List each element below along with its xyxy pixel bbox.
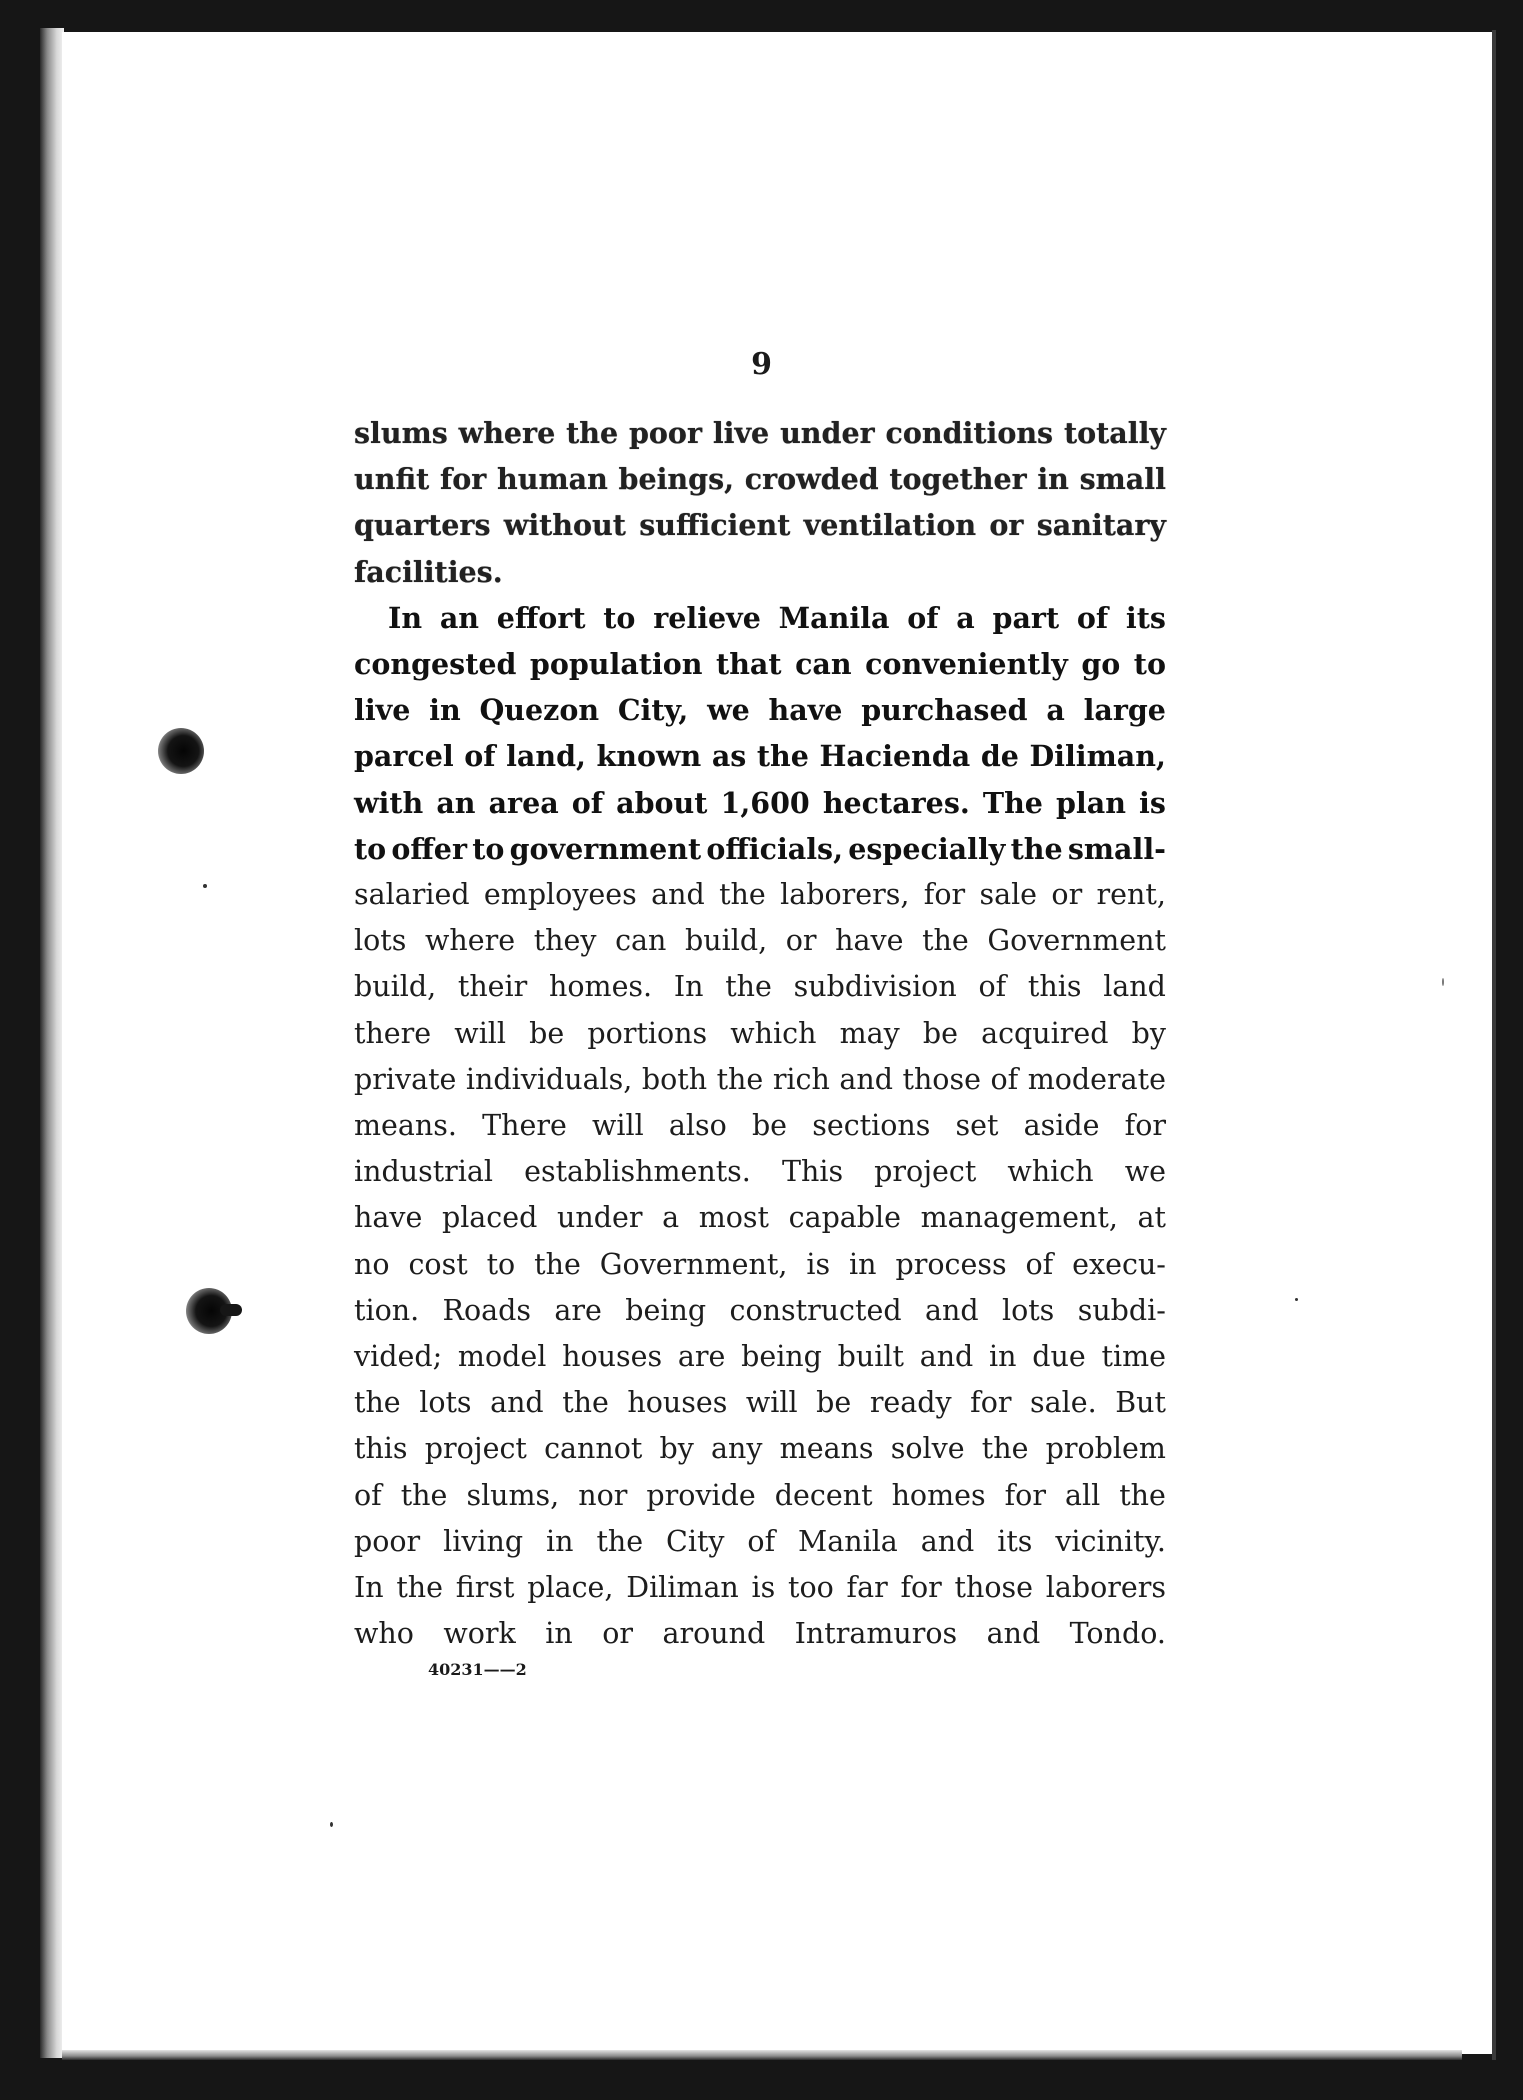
word: vicinity. bbox=[1055, 1524, 1166, 1558]
word: time bbox=[1101, 1340, 1166, 1374]
word: for bbox=[900, 1571, 942, 1605]
word: decent bbox=[774, 1478, 873, 1512]
word: of bbox=[990, 1062, 1019, 1096]
word: will bbox=[745, 1386, 798, 1420]
text-line bbox=[354, 872, 1166, 918]
word: In bbox=[673, 970, 704, 1004]
word: first bbox=[455, 1571, 515, 1605]
word: this bbox=[1027, 970, 1082, 1004]
word: its bbox=[1125, 600, 1166, 635]
word: to bbox=[486, 1247, 516, 1281]
word: of bbox=[464, 739, 496, 774]
word: means. bbox=[354, 1109, 457, 1143]
word: Intramuros bbox=[794, 1617, 958, 1651]
word: its bbox=[997, 1524, 1033, 1558]
word: There bbox=[482, 1109, 567, 1143]
word: houses bbox=[562, 1340, 663, 1374]
word: rent, bbox=[1096, 878, 1166, 912]
word: may bbox=[839, 1016, 900, 1050]
word: moderate bbox=[1027, 1062, 1166, 1096]
word: too bbox=[788, 1571, 834, 1605]
word: any bbox=[711, 1432, 763, 1466]
word: will bbox=[591, 1109, 644, 1143]
binding-edge bbox=[40, 28, 64, 2058]
word: crowded bbox=[744, 462, 879, 497]
word: poor bbox=[354, 1524, 421, 1558]
word: can bbox=[615, 924, 667, 958]
word: Government bbox=[987, 924, 1166, 958]
word: totally bbox=[1063, 416, 1166, 450]
word: The bbox=[982, 785, 1043, 820]
word: in bbox=[1037, 462, 1069, 497]
word: are bbox=[554, 1293, 602, 1327]
word: the bbox=[354, 1386, 401, 1420]
text-line bbox=[354, 1611, 1166, 1657]
word: employees bbox=[483, 878, 637, 912]
word: will bbox=[454, 1016, 507, 1050]
word: Manila bbox=[798, 1524, 898, 1558]
word: cannot bbox=[544, 1432, 643, 1466]
word: placed bbox=[441, 1201, 538, 1235]
word: Manila bbox=[778, 600, 890, 635]
word: private bbox=[354, 1062, 457, 1096]
word: large bbox=[1083, 693, 1166, 728]
word: in bbox=[546, 1524, 574, 1558]
text-line bbox=[354, 456, 1166, 502]
word: the bbox=[922, 924, 969, 958]
word: where bbox=[424, 924, 516, 958]
word: laborers, bbox=[780, 878, 910, 912]
word: tion. bbox=[354, 1293, 420, 1327]
word: Quezon bbox=[479, 693, 600, 728]
word: the bbox=[981, 1432, 1029, 1466]
word: capable bbox=[788, 1201, 902, 1235]
word: which bbox=[1007, 1155, 1094, 1189]
word: we bbox=[1124, 1155, 1166, 1189]
text-line bbox=[354, 1288, 1166, 1334]
paragraph-2 bbox=[354, 595, 1166, 1658]
word: parcel bbox=[354, 739, 454, 774]
word: the bbox=[725, 970, 772, 1004]
word: built bbox=[837, 1340, 904, 1374]
word: homes bbox=[891, 1478, 986, 1512]
word: for bbox=[1124, 1109, 1166, 1143]
word: small bbox=[1079, 462, 1166, 497]
word: congested bbox=[354, 647, 517, 682]
word: the bbox=[596, 1524, 644, 1558]
word: part bbox=[992, 600, 1060, 635]
word: hectares. bbox=[822, 785, 970, 820]
word: being bbox=[625, 1293, 707, 1327]
dust-speck bbox=[1442, 978, 1444, 986]
word: sufficient bbox=[639, 508, 791, 543]
text-line bbox=[354, 780, 1166, 826]
word: poor bbox=[629, 416, 702, 450]
word: for bbox=[440, 462, 487, 497]
word: living bbox=[443, 1524, 524, 1558]
word: effort bbox=[496, 600, 586, 635]
word: to bbox=[472, 831, 505, 866]
word: ventilation bbox=[803, 508, 977, 543]
word: subdivision bbox=[793, 970, 957, 1004]
word: land bbox=[1103, 970, 1166, 1004]
word: and bbox=[986, 1617, 1041, 1651]
word: project bbox=[874, 1155, 977, 1189]
word: is bbox=[806, 1247, 831, 1281]
word: quarters bbox=[354, 508, 491, 543]
word: the bbox=[400, 1478, 448, 1512]
word: the bbox=[566, 416, 619, 450]
word: or bbox=[602, 1617, 634, 1651]
text-line bbox=[354, 1565, 1166, 1611]
word: Diliman, bbox=[1029, 739, 1166, 774]
print-job-code: 40231——2 bbox=[428, 1660, 527, 1679]
word: about bbox=[616, 785, 708, 820]
word: a bbox=[956, 600, 975, 635]
word: known bbox=[596, 739, 702, 774]
text-line bbox=[354, 1519, 1166, 1565]
word: This bbox=[781, 1155, 844, 1189]
word: of bbox=[1025, 1247, 1054, 1281]
word: go bbox=[1081, 647, 1121, 682]
word: officials, bbox=[706, 831, 844, 866]
word: laborers bbox=[1045, 1571, 1166, 1605]
word: model bbox=[457, 1340, 547, 1374]
word: provide bbox=[646, 1478, 756, 1512]
word: most bbox=[698, 1201, 769, 1235]
word: and bbox=[651, 878, 705, 912]
word: no bbox=[354, 1247, 390, 1281]
word: and bbox=[490, 1386, 544, 1420]
word: human bbox=[497, 462, 608, 497]
dust-speck bbox=[1295, 1298, 1298, 1301]
word: with bbox=[354, 785, 424, 820]
word: a bbox=[662, 1201, 680, 1235]
word: set bbox=[955, 1109, 999, 1143]
text-line bbox=[354, 1011, 1166, 1057]
word: for bbox=[923, 878, 966, 912]
word: where bbox=[458, 416, 556, 450]
word: have bbox=[354, 1201, 423, 1235]
word: of bbox=[1076, 600, 1109, 635]
word: under bbox=[780, 416, 875, 450]
word: portions bbox=[587, 1016, 708, 1050]
word: around bbox=[662, 1617, 766, 1651]
word: population bbox=[529, 647, 703, 682]
word: by bbox=[659, 1432, 694, 1466]
word: an bbox=[436, 785, 476, 820]
word: small- bbox=[1067, 831, 1166, 866]
word: project bbox=[424, 1432, 527, 1466]
word: have bbox=[835, 924, 904, 958]
text-line bbox=[354, 410, 1166, 456]
text-line bbox=[354, 1103, 1166, 1149]
dust-speck bbox=[203, 884, 207, 888]
word: execu- bbox=[1072, 1247, 1166, 1281]
word: the bbox=[716, 1062, 764, 1096]
text-line bbox=[354, 1334, 1166, 1380]
word: lots bbox=[419, 1386, 472, 1420]
word: sections bbox=[812, 1109, 931, 1143]
text-line bbox=[354, 733, 1166, 779]
word: sanitary bbox=[1036, 508, 1166, 543]
word: that bbox=[716, 647, 782, 682]
text-line bbox=[354, 918, 1166, 964]
word: have bbox=[768, 693, 843, 728]
word: to bbox=[1133, 647, 1166, 682]
word: vided; bbox=[354, 1340, 443, 1374]
word: Hacienda bbox=[819, 739, 971, 774]
word: an bbox=[439, 600, 480, 635]
word: live bbox=[712, 416, 770, 450]
word: cost bbox=[408, 1247, 468, 1281]
word: the bbox=[756, 739, 809, 774]
word: those bbox=[902, 1062, 981, 1096]
word: industrial bbox=[354, 1155, 493, 1189]
word: they bbox=[533, 924, 597, 958]
word: sale bbox=[979, 878, 1038, 912]
word: at bbox=[1137, 1201, 1166, 1235]
word: of bbox=[747, 1524, 776, 1558]
text-line bbox=[354, 964, 1166, 1010]
word: In bbox=[388, 600, 423, 635]
word: ready bbox=[869, 1386, 952, 1420]
word: and bbox=[919, 1340, 974, 1374]
word: as bbox=[711, 739, 747, 774]
word: the bbox=[396, 1571, 444, 1605]
word: of bbox=[354, 1478, 382, 1512]
word: both bbox=[641, 1062, 708, 1096]
word: process bbox=[895, 1247, 1007, 1281]
word: be bbox=[751, 1109, 788, 1143]
word: especially bbox=[848, 831, 1006, 866]
word: also bbox=[668, 1109, 727, 1143]
word: in bbox=[545, 1617, 573, 1651]
word: nor bbox=[578, 1478, 628, 1512]
text-line bbox=[354, 1473, 1166, 1519]
text-line bbox=[354, 502, 1166, 548]
word: all bbox=[1064, 1478, 1101, 1512]
word: City bbox=[666, 1524, 725, 1558]
word: we bbox=[707, 693, 750, 728]
word: homes. bbox=[549, 970, 653, 1004]
word: live bbox=[354, 693, 411, 728]
word: establishments. bbox=[524, 1155, 751, 1189]
word: individuals, bbox=[465, 1062, 633, 1096]
word: or bbox=[989, 508, 1024, 543]
word: there bbox=[354, 1016, 432, 1050]
word: in bbox=[849, 1247, 877, 1281]
word: beings, bbox=[618, 462, 735, 497]
word: under bbox=[557, 1201, 643, 1235]
word: who bbox=[354, 1617, 414, 1651]
text-line bbox=[354, 1242, 1166, 1288]
word: due bbox=[1032, 1340, 1086, 1374]
word: which bbox=[730, 1016, 817, 1050]
word: 1,600 bbox=[720, 785, 810, 820]
word: the bbox=[534, 1247, 581, 1281]
word: acquired bbox=[981, 1016, 1109, 1050]
word: the bbox=[719, 878, 766, 912]
text-line bbox=[354, 641, 1166, 687]
word: those bbox=[954, 1571, 1033, 1605]
paragraph-1 bbox=[354, 410, 1166, 595]
word: can bbox=[795, 647, 852, 682]
word: or bbox=[785, 924, 817, 958]
text-line bbox=[354, 826, 1166, 872]
word: unfit bbox=[354, 462, 430, 497]
text-line bbox=[354, 595, 1166, 641]
word: Tondo. bbox=[1069, 1617, 1166, 1651]
word: In bbox=[354, 1571, 384, 1605]
word: sale. bbox=[1030, 1386, 1097, 1420]
word: de bbox=[980, 739, 1019, 774]
word: be bbox=[816, 1386, 852, 1420]
word: means bbox=[779, 1432, 874, 1466]
word: problem bbox=[1045, 1432, 1166, 1466]
word: in bbox=[989, 1340, 1017, 1374]
word: or bbox=[1051, 878, 1083, 912]
word: relieve bbox=[653, 600, 761, 635]
word: of bbox=[571, 785, 604, 820]
word: and bbox=[924, 1293, 979, 1327]
word: without bbox=[503, 508, 626, 543]
word: the bbox=[562, 1386, 609, 1420]
word: houses bbox=[627, 1386, 728, 1420]
word: the bbox=[1119, 1478, 1166, 1512]
word: build, bbox=[354, 970, 437, 1004]
word: to bbox=[603, 600, 636, 635]
text-line bbox=[354, 1426, 1166, 1472]
word: their bbox=[457, 970, 528, 1004]
word: slums, bbox=[466, 1478, 560, 1512]
punch-hole-upper bbox=[158, 728, 204, 774]
word: work bbox=[443, 1617, 516, 1651]
word: area bbox=[488, 785, 559, 820]
word: solve bbox=[890, 1432, 965, 1466]
word: subdi- bbox=[1077, 1293, 1166, 1327]
word: be bbox=[922, 1016, 958, 1050]
word: constructed bbox=[729, 1293, 902, 1327]
word: are bbox=[677, 1340, 726, 1374]
word: purchased bbox=[861, 693, 1028, 728]
word: for bbox=[970, 1386, 1012, 1420]
word: place, bbox=[527, 1571, 614, 1605]
word: lots bbox=[1001, 1293, 1055, 1327]
word: salaried bbox=[354, 878, 470, 912]
paper-right-edge bbox=[1492, 30, 1496, 2060]
word: City, bbox=[617, 693, 689, 728]
word: build, bbox=[685, 924, 768, 958]
word: Diliman bbox=[626, 1571, 739, 1605]
dust-speck bbox=[330, 1822, 333, 1827]
word: rich bbox=[772, 1062, 830, 1096]
word: and bbox=[839, 1062, 893, 1096]
word: slums bbox=[354, 416, 448, 450]
word: of bbox=[907, 600, 939, 635]
word: a bbox=[1046, 693, 1065, 728]
word: Roads bbox=[442, 1293, 532, 1327]
word: lots bbox=[354, 924, 407, 958]
page-number: 9 bbox=[751, 347, 772, 382]
word: to bbox=[354, 831, 387, 866]
word: of bbox=[978, 970, 1007, 1004]
word: is bbox=[751, 1571, 776, 1605]
word: aside bbox=[1023, 1109, 1100, 1143]
text-line bbox=[354, 1195, 1166, 1241]
word: offer bbox=[391, 831, 467, 866]
word: be bbox=[529, 1016, 565, 1050]
word: plan bbox=[1056, 785, 1126, 820]
word: conditions bbox=[885, 416, 1054, 450]
word: government bbox=[509, 831, 702, 866]
word: together bbox=[889, 462, 1027, 497]
word: for bbox=[1004, 1478, 1046, 1512]
punch-hole-lower bbox=[186, 1288, 232, 1334]
paper-bottom-edge bbox=[62, 2050, 1462, 2060]
text-line bbox=[354, 1057, 1166, 1103]
word: management, bbox=[920, 1201, 1118, 1235]
text-line bbox=[354, 1149, 1166, 1195]
word: far bbox=[846, 1571, 888, 1605]
word: being bbox=[741, 1340, 822, 1374]
text-line bbox=[354, 1380, 1166, 1426]
word: in bbox=[429, 693, 461, 728]
word: the bbox=[1010, 831, 1063, 866]
word: But bbox=[1115, 1386, 1166, 1420]
word: by bbox=[1131, 1016, 1166, 1050]
word: is bbox=[1139, 785, 1166, 820]
word: land, bbox=[506, 739, 586, 774]
word: Government, bbox=[599, 1247, 788, 1281]
text-line: facilities. bbox=[354, 554, 503, 589]
word: conveniently bbox=[865, 647, 1068, 682]
body-text bbox=[354, 410, 1166, 1657]
text-line bbox=[354, 687, 1166, 733]
word: and bbox=[920, 1524, 975, 1558]
word: this bbox=[354, 1432, 408, 1466]
